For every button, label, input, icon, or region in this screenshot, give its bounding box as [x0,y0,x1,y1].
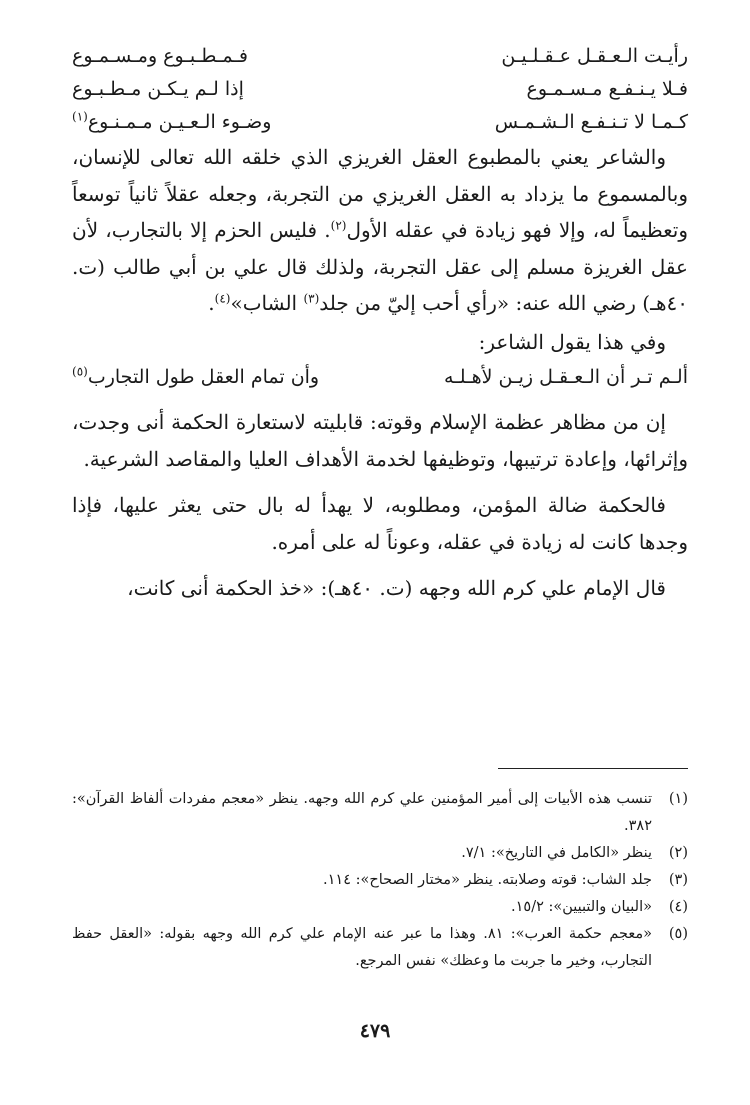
footnote-number: (١) [668,791,688,807]
footnote-marker[interactable]: (٥) [72,364,88,379]
footnote-separator [498,768,688,769]
paragraph-imam-ali-quote: قال الإمام علي كرم الله وجهه (ت. ٤٠هـ): «خذ الحكمة أنى كانت، [127,576,666,600]
footnote-number: (٢) [668,845,688,861]
footnote [72,786,688,840]
paragraph-text: الشاب» [230,291,304,315]
footnote-text: «معجم حكمة العرب»: ٨١. وهذا ما عبر عنه الإمام علي كرم الله وجهه بقوله: «العقل حفظ التجارب، وخير ما جربت ما وعظك» نفس المرجع. [72,926,652,969]
verse-second-hemistich: إذا لـم يـكـن مـطـبـوع [72,78,244,100]
footnote-marker[interactable]: (٤) [214,291,231,306]
footnotes [72,786,688,975]
verse-second-hemistich: فـمـطـبـوع ومـسـمـوع [72,45,248,67]
verse-first-hemistich: ألـم تـر أن الـعـقـل زيـن لأهـلـه [444,366,688,388]
poem-verses [72,40,688,139]
paragraph-explanation [72,139,688,322]
verse-first-hemistich: فـلا يـنـفـع مـسـمـوع [526,78,688,100]
paragraph-intro-verse: وفي هذا يقول الشاعر: [478,329,666,354]
verse-line [72,360,688,394]
footnote-number: (٥) [668,926,688,942]
verse-line [72,73,688,106]
footnote-number: (٣) [668,872,688,888]
footnote [72,921,688,975]
verse-second-hemistich [72,360,380,394]
verse-line [72,106,688,139]
verse-text: وأن تمام العقل طول التجارب [87,366,320,388]
footnote-marker[interactable]: (٣) [303,291,320,306]
paragraph-text: . [208,291,215,315]
verse-text: وضـوء الـعـيـن مـمـنـوع [87,111,272,133]
footnote-marker[interactable]: (٢) [330,218,347,233]
footnote-text: تنسب هذه الأبيات إلى أمير المؤمنين علي كرم الله وجهه. ينظر «معجم مفردات ألفاظ القرآن»: ٣٨٢. [72,791,652,834]
footnote-text: جلد الشاب: قوته وصلابته. ينظر «مختار الصحاح»: ١١٤. [323,872,652,888]
footnote [72,894,688,921]
paragraph-wisdom-believer: فالحكمة ضالة المؤمن، ومطلوبه، لا يهدأ له بال حتى يعثر عليها، فإذا وجدها كانت له زيادة في عقله، وعوناً له على أمره. [72,493,688,554]
paragraph-text: والشاعر يعني بالمطبوع العقل الغريزي الذي خلقه الله تعالى للإنسان، وبالمسموع ما يزداد به العقل الغريزي من التجربة، وجعله عقلاً ثانياً توسعاً وتعظيماً له، وإلا فهو زيادة في عقله الأول [72,145,688,242]
verse-first-hemistich: رأيـت الـعـقـل عـقـلـيـن [501,45,688,67]
footnote-marker[interactable]: (١) [72,109,88,124]
footnote [72,867,688,894]
footnote [72,840,688,867]
page-number: ٤٧٩ [359,1020,391,1042]
footnote-number: (٤) [668,899,688,915]
footnote-text: «البيان والتبيين»: ١٥/٢. [511,899,652,915]
paragraph-text: . فليس الحزم إلا بالتجارب، لأن عقل الغريزة مسلم إلى عقل التجربة، ولذلك قال علي بن أبي طالب (ت. ٤٠هـ) رضي الله عنه: «رأي أحب إليّ من جلد [72,218,688,315]
paragraph-islam-wisdom: إن من مظاهر عظمة الإسلام وقوته: قابليته لاستعارة الحكمة أنى وجدت، وإثرائها، وإعادة ترتيبها، وتوظيفها لخدمة الأهداف العليا والمقاصد الشرعية. [72,410,688,471]
verse-first-hemistich: كـمـا لا تـنـفـع الـشـمـس [494,111,688,133]
verse-second-hemistich [72,106,368,139]
verse-line [72,40,688,73]
footnote-text: ينظر «الكامل في التاريخ»: ٧/١. [461,845,652,861]
